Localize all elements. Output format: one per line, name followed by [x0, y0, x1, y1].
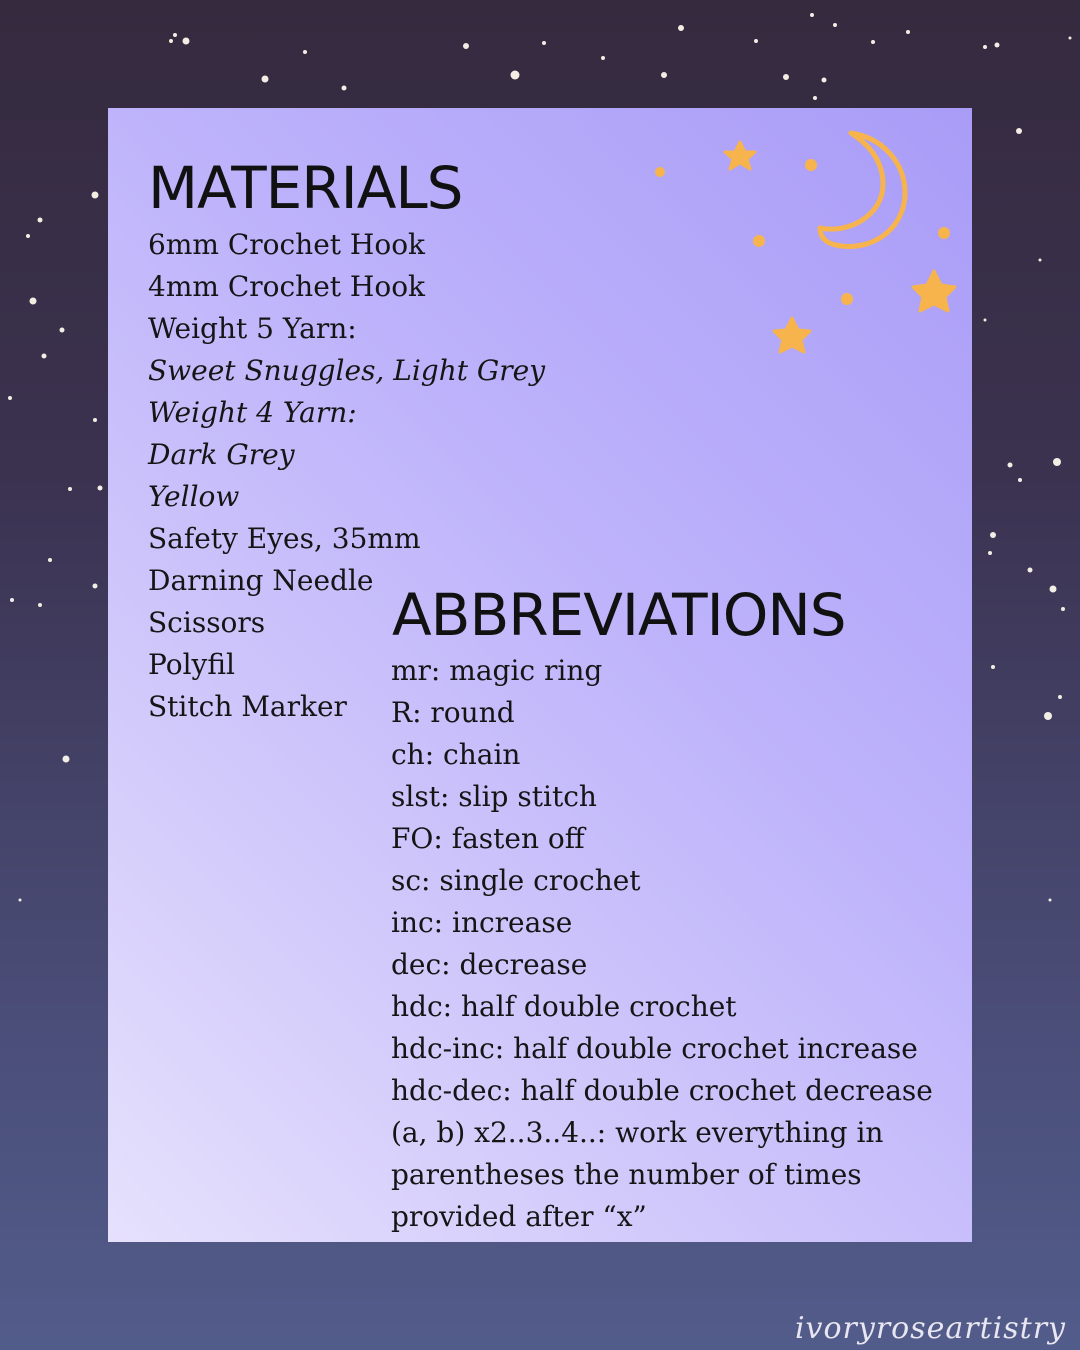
dot-icon: [841, 293, 853, 305]
dot-icon: [938, 227, 950, 239]
abbreviation-item: dec: decrease: [391, 948, 588, 981]
materials-item: 6mm Crochet Hook: [148, 228, 426, 261]
abbreviation-item: ch: chain: [391, 738, 521, 771]
dot-icon: [753, 235, 765, 247]
materials-item: Weight 5 Yarn:: [148, 312, 357, 345]
materials-item: Weight 4 Yarn:: [148, 396, 357, 429]
materials-item: Polyfil: [148, 648, 235, 681]
star-icon: [913, 271, 955, 311]
abbreviations-list: [391, 650, 951, 1238]
dot-icon: [805, 159, 817, 171]
abbreviations-heading: ABBREVIATIONS: [392, 581, 846, 649]
abbreviation-item: hdc-inc: half double crochet increase: [391, 1032, 918, 1065]
abbreviation-item: (a, b) x2..3..4..: work everything in parentheses the number of times provided after “x”: [391, 1116, 884, 1233]
watermark-signature: ivoryroseartistry: [794, 1311, 1066, 1346]
dot-icon: [655, 167, 665, 177]
materials-item: 4mm Crochet Hook: [148, 270, 426, 303]
materials-item: Dark Grey: [148, 438, 295, 471]
materials-item: Scissors: [148, 606, 266, 639]
abbreviation-item: mr: magic ring: [391, 654, 603, 687]
info-card: [108, 108, 972, 1242]
abbreviation-item: inc: increase: [391, 906, 573, 939]
materials-item: Yellow: [148, 480, 240, 513]
abbreviation-item: FO: fasten off: [391, 822, 585, 855]
abbreviation-item: hdc-dec: half double crochet decrease: [391, 1074, 933, 1107]
abbreviation-item: slst: slip stitch: [391, 780, 597, 813]
star-icon: [774, 318, 810, 352]
moon-icon: [820, 133, 905, 246]
abbreviation-item: sc: single crochet: [391, 864, 641, 897]
abbreviation-item: R: round: [391, 696, 515, 729]
materials-item: Sweet Snuggles, Light Grey: [148, 354, 546, 387]
star-icon: [725, 142, 755, 169]
materials-item: Stitch Marker: [148, 690, 347, 723]
materials-heading: MATERIALS: [148, 154, 463, 222]
abbreviation-item: hdc: half double crochet: [391, 990, 737, 1023]
materials-item: Safety Eyes, 35mm: [148, 522, 421, 555]
materials-item: Darning Needle: [148, 564, 374, 597]
